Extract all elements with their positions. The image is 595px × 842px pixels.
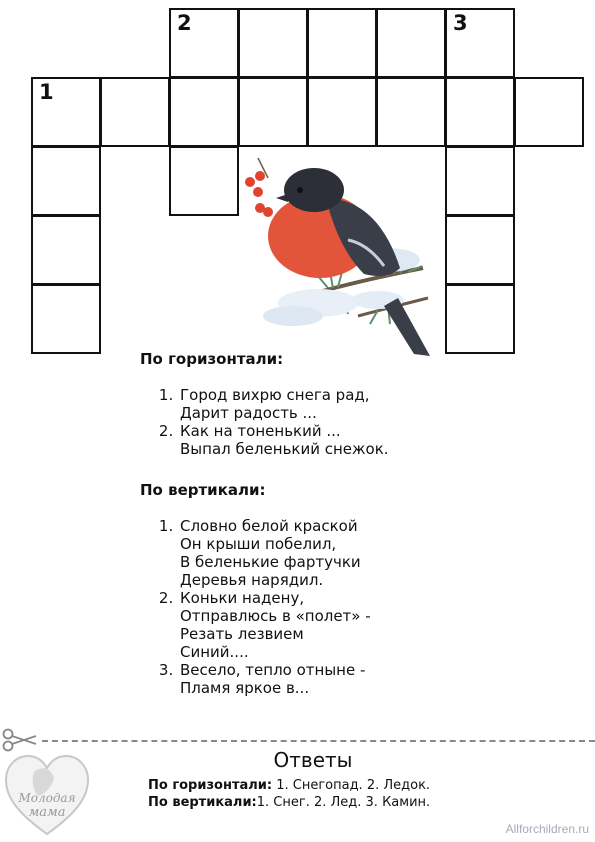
answers-title: Ответы bbox=[273, 748, 353, 772]
crossword-cell[interactable] bbox=[445, 284, 515, 354]
crossword-cell[interactable] bbox=[31, 77, 101, 147]
clue-line: Деревья нарядил. bbox=[180, 571, 324, 589]
clue-item bbox=[178, 517, 440, 589]
answers-across-label: По горизонтали: bbox=[148, 778, 273, 793]
clue-line: Отправлюсь в «полет» - bbox=[180, 607, 371, 625]
clue-line: 1. Город вихрю снега рад, bbox=[180, 386, 370, 404]
crossword-cell[interactable] bbox=[31, 284, 101, 354]
crossword-cell[interactable] bbox=[307, 77, 377, 147]
answers-down-label: По вертикали: bbox=[148, 795, 257, 810]
logo-text-2: мама bbox=[28, 805, 66, 820]
crossword-cell[interactable] bbox=[376, 8, 446, 78]
crossword-cell[interactable] bbox=[31, 146, 101, 216]
crossword-cell[interactable] bbox=[100, 77, 170, 147]
cut-line bbox=[42, 740, 595, 742]
crossword-cell[interactable] bbox=[238, 8, 308, 78]
clue-item bbox=[178, 661, 440, 697]
across-heading: По горизонтали: bbox=[140, 350, 284, 368]
down-clues bbox=[140, 517, 440, 697]
bullfinch-illustration bbox=[238, 148, 438, 370]
crossword-cell[interactable] bbox=[307, 8, 377, 78]
clue-line: Синий.... bbox=[180, 643, 249, 661]
crossword-cell[interactable] bbox=[169, 77, 239, 147]
answers-across-text: 1. Снегопад. 2. Ледок. bbox=[272, 778, 431, 793]
clue-line: Дарит радость ... bbox=[180, 404, 317, 422]
across-clues bbox=[140, 386, 440, 458]
clue-number: 2 bbox=[177, 11, 192, 35]
crossword-cell[interactable] bbox=[169, 8, 239, 78]
clue-line: Он крыши побелил, bbox=[180, 535, 337, 553]
crossword-cell[interactable] bbox=[445, 77, 515, 147]
answers-down-text: 1. Снег. 2. Лед. 3. Камин. bbox=[256, 795, 431, 810]
clue-line: Выпал беленький снежок. bbox=[180, 440, 389, 458]
clue-number: 3 bbox=[453, 11, 468, 35]
clue-item bbox=[178, 422, 440, 458]
clue-line: В беленькие фартучки bbox=[180, 553, 361, 571]
clue-line: 1. Словно белой краской bbox=[180, 517, 358, 535]
clue-line: 2. Как на тоненький ... bbox=[180, 422, 341, 440]
crossword-cell[interactable] bbox=[31, 215, 101, 285]
crossword-cell[interactable] bbox=[169, 146, 239, 216]
clue-line: 3. Весело, тепло отныне - bbox=[180, 661, 366, 679]
crossword-cell[interactable] bbox=[514, 77, 584, 147]
answers-down bbox=[148, 795, 430, 810]
crossword-cell[interactable] bbox=[445, 146, 515, 216]
answers-across bbox=[148, 778, 430, 793]
clue-line: 2. Коньки надену, bbox=[180, 589, 305, 607]
clues-block bbox=[140, 350, 440, 697]
clue-line: Пламя яркое в... bbox=[180, 679, 310, 697]
crossword-cell[interactable] bbox=[376, 77, 446, 147]
clue-line: Резать лезвием bbox=[180, 625, 304, 643]
clue-item bbox=[178, 386, 440, 422]
clue-item bbox=[178, 589, 440, 661]
crossword-cell[interactable] bbox=[445, 8, 515, 78]
logo-text-1: Молодая bbox=[18, 791, 76, 805]
down-heading: По вертикали: bbox=[140, 481, 266, 499]
site-watermark: Allforchildren.ru bbox=[505, 822, 589, 836]
clue-number: 1 bbox=[39, 80, 54, 104]
crossword-cell[interactable] bbox=[238, 77, 308, 147]
crossword-cell[interactable] bbox=[445, 215, 515, 285]
